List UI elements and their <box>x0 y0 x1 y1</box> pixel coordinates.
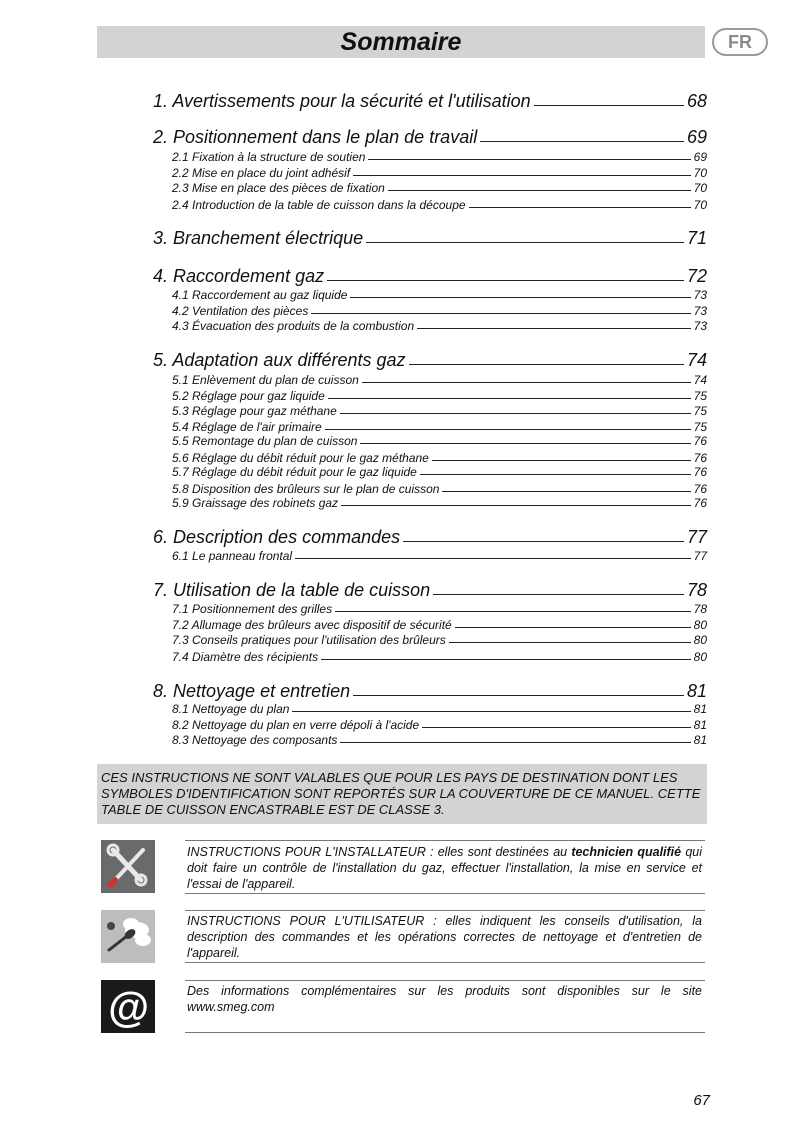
page-title: Sommaire <box>340 28 462 56</box>
divider <box>185 893 705 894</box>
toc-section[interactable]: 5.1 Enlèvement du plan de cuisson 74 <box>172 373 707 387</box>
toc-section[interactable]: 4.3 Évacuation des produits de la combustion 73 <box>172 319 707 333</box>
toc-chapter[interactable]: 1. Avertissements pour la sécurité et l'utilisation 68 <box>153 91 707 111</box>
toc-chapter[interactable]: 6. Description des commandes 77 <box>153 527 707 547</box>
toc-section[interactable]: 5.7 Réglage du débit réduit pour le gaz liquide 76 <box>172 465 707 479</box>
toc-chapter[interactable]: 8. Nettoyage et entretien 81 <box>153 681 707 701</box>
country-notice: CES INSTRUCTIONS NE SONT VALABLES QUE POUR LES PAYS DE DESTINATION DONT LES SYMBOLES D'IDENTIFICATION SONT REPORTÉS SUR LA COUVERTURE DE CE MANUEL. CETTE TABLE DE CUISSON ENCASTRABLE EST DE CLASSE 3. <box>97 764 707 824</box>
toc-section[interactable]: 7.3 Conseils pratiques pour l'utilisation des brûleurs 80 <box>172 633 707 647</box>
toc-section[interactable]: 4.2 Ventilation des pièces 73 <box>172 304 707 318</box>
toc-section[interactable]: 5.9 Graissage des robinets gaz 76 <box>172 496 707 510</box>
installer-instructions: INSTRUCTIONS POUR L'INSTALLATEUR : elles sont destinées au technicien qualifié qui doit faire un contrôle de l'installation du gaz, effectuer l'installation, la mise en service et l'essai de l'appareil. <box>187 845 702 891</box>
toc-section[interactable]: 4.1 Raccordement au gaz liquide 73 <box>172 288 707 302</box>
toc-section[interactable]: 2.1 Fixation à la structure de soutien 69 <box>172 150 707 164</box>
toc-section[interactable]: 7.4 Diamètre des récipients 80 <box>172 650 707 664</box>
divider <box>185 1032 705 1033</box>
toc-section[interactable]: 2.4 Introduction de la table de cuisson dans la découpe 70 <box>172 198 707 212</box>
toc-section[interactable]: 8.1 Nettoyage du plan 81 <box>172 702 707 716</box>
toc-chapter[interactable]: 7. Utilisation de la table de cuisson 78 <box>153 580 707 600</box>
toc-chapter[interactable]: 3. Branchement électrique 71 <box>153 228 707 248</box>
toc-section[interactable]: 2.3 Mise en place des pièces de fixation 70 <box>172 181 707 195</box>
page-number: 67 <box>693 1092 710 1109</box>
toc-section[interactable]: 6.1 Le panneau frontal 77 <box>172 549 707 563</box>
toc-section[interactable]: 7.2 Allumage des brûleurs avec dispositif de sécurité 80 <box>172 618 707 632</box>
user-instructions: INSTRUCTIONS POUR L'UTILISATEUR : elles indiquent les conseils d'utilisation, la description des commandes et les opérations correctes de nettoyage et d'entretien de l'appareil. <box>187 914 702 960</box>
divider <box>185 980 705 981</box>
toc-chapter[interactable]: 4. Raccordement gaz 72 <box>153 266 707 286</box>
toc-section[interactable]: 5.4 Réglage de l'air primaire 75 <box>172 420 707 434</box>
toc-section[interactable]: 5.3 Réglage pour gaz méthane 75 <box>172 404 707 418</box>
at-sign-icon <box>101 980 155 1033</box>
toc-section[interactable]: 5.2 Réglage pour gaz liquide 75 <box>172 389 707 403</box>
chef-spoon-icon <box>101 910 155 963</box>
divider <box>185 840 705 841</box>
web-info: Des informations complémentaires sur les produits sont disponibles sur le site www.smeg.com <box>187 984 702 1014</box>
divider <box>185 910 705 911</box>
toc-section[interactable]: 8.3 Nettoyage des composants 81 <box>172 733 707 747</box>
tools-icon <box>101 840 155 893</box>
toc-section[interactable]: 8.2 Nettoyage du plan en verre dépoli à l'acide 81 <box>172 718 707 732</box>
language-badge: FR <box>712 28 768 56</box>
divider <box>185 962 705 963</box>
toc-section[interactable]: 5.8 Disposition des brûleurs sur le plan de cuisson 76 <box>172 482 707 496</box>
toc-section[interactable]: 7.1 Positionnement des grilles 78 <box>172 602 707 616</box>
toc-chapter[interactable]: 2. Positionnement dans le plan de travail 69 <box>153 127 707 147</box>
toc-section[interactable]: 2.2 Mise en place du joint adhésif 70 <box>172 166 707 180</box>
toc-section[interactable]: 5.6 Réglage du débit réduit pour le gaz méthane 76 <box>172 451 707 465</box>
toc-chapter[interactable]: 5. Adaptation aux différents gaz 74 <box>153 350 707 370</box>
toc-section[interactable]: 5.5 Remontage du plan de cuisson 76 <box>172 434 707 448</box>
svg-text:@: @ <box>107 984 149 1031</box>
